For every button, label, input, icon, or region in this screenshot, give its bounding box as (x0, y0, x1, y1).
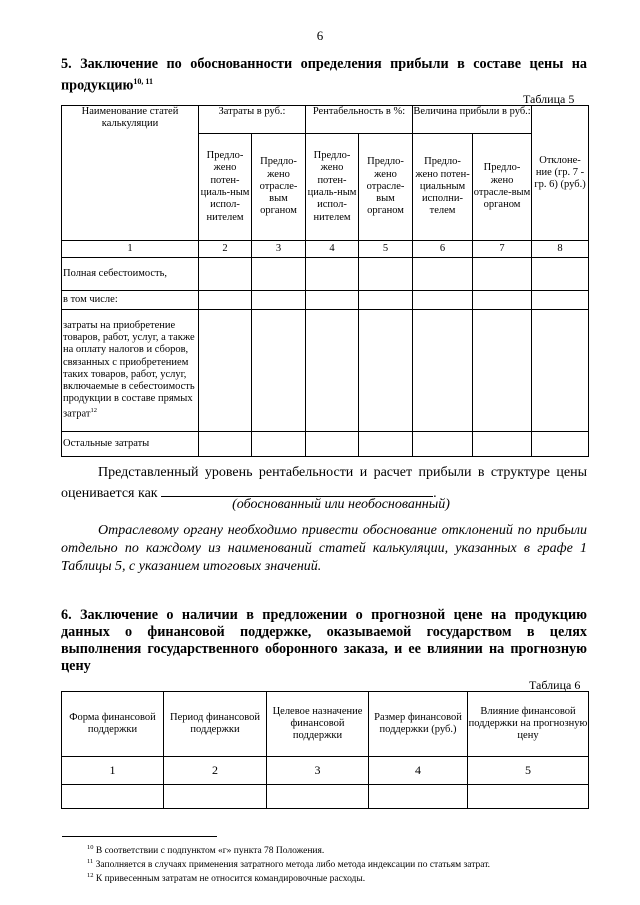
page-number: 6 (316, 28, 324, 43)
table5-subheader-costs-potential: Предло-жено потен-циаль-ным испол-нителем (199, 134, 252, 241)
col-number: 1 (62, 241, 199, 258)
col-number: 4 (306, 241, 359, 258)
table5-header-profitability: Рентабельность в %: (306, 106, 413, 134)
table-row (62, 258, 589, 291)
assessment-blank (161, 482, 433, 497)
col-number: 3 (252, 241, 306, 258)
table-row (62, 432, 589, 457)
col-number: 8 (532, 241, 589, 258)
table5-header-items: Наименование статей калькуляции (62, 106, 199, 241)
section5-title-footnote-ref: 10, 11 (133, 77, 153, 86)
table-row (62, 291, 589, 310)
table6 (61, 691, 589, 809)
table5-subheader-profit-potential: Предло-жено потен-циальным исполни-телем (413, 134, 473, 241)
table5-subheader-profit-agency: Предло-жено отрасле-вым органом (473, 134, 532, 241)
row-label-direct-costs: затраты на приобретение товаров, работ, услуг, а также на оплату налогов и сборов, связанных с приобретением таких товаров, работ, услуг, включаемые в себестоимость продукции в составе прямых затрат$^{12}$ (62, 310, 199, 432)
col-number: 7 (473, 241, 532, 258)
footnote-separator (62, 836, 217, 837)
footnote: $^{10}$ В соответствии с подпунктом «г» пункта 78 Положения. (87, 844, 325, 857)
table-row (62, 785, 589, 809)
table6-column-numbers (62, 757, 589, 785)
table6-header-influence: Влияние финансовой поддержки на прогнозную цену (468, 692, 589, 757)
row-label-full-cost: Полная себестоимость, (62, 258, 199, 291)
table6-header-period: Период финансовой поддержки (164, 692, 267, 757)
table6-header-purpose: Целевое назначение финансовой поддержки (267, 692, 369, 757)
table6-header-form: Форма финансовой поддержки (62, 692, 164, 757)
col-number: 5 (359, 241, 413, 258)
col-number: 4 (369, 757, 468, 785)
col-number: 2 (164, 757, 267, 785)
col-number: 3 (267, 757, 369, 785)
footnote: $^{11}$ Заполняется в случаях применения затратного метода либо метода индексации по статьям затрат. (87, 858, 491, 871)
col-number: 5 (468, 757, 589, 785)
table5-subheader-costs-agency: Предло-жено отрасле-вым органом (252, 134, 306, 241)
footnote: $^{12}$ К привесенным затратам не относится командировочные расходы. (87, 872, 366, 885)
table5-subheader-profitability-potential: Предло-жено потен-циаль-ным испол-нителем (306, 134, 359, 241)
table5 (61, 105, 589, 457)
assessment-paragraph: Представленный уровень рентабельности и расчет прибыли в структуре цены оценивается как . (61, 465, 587, 501)
assessment-hint: (обоснованный или необоснованный) (232, 497, 450, 512)
section5-title: 5. Заключение по обоснованности определения прибыли в составе цены на продукцию$^{10, 11}$ (61, 56, 587, 94)
row-label-other-costs: Остальные затраты (62, 432, 199, 457)
table-row (62, 310, 589, 432)
table6-caption: Таблица 6 (529, 678, 581, 692)
table5-header-profit: Величина прибыли в руб.: (413, 106, 532, 134)
table5-caption: Таблица 5 (523, 92, 575, 106)
table6-header-amount: Размер финансовой поддержки (руб.) (369, 692, 468, 757)
col-number: 1 (62, 757, 164, 785)
table5-column-numbers (62, 241, 589, 258)
col-number: 2 (199, 241, 252, 258)
table5-header-deviation: Отклоне-ние (гр. 7 - гр. 6) (руб.) (532, 106, 589, 241)
table5-subheader-profitability-agency: Предло-жено отрасле-вым органом (359, 134, 413, 241)
col-number: 6 (413, 241, 473, 258)
table5-header-costs: Затраты в руб.: (199, 106, 306, 134)
row-label-including: в том числе: (62, 291, 199, 310)
instruction-paragraph: Отраслевому органу необходимо привести обоснование отклонений по прибыли отдельно по каждому из наименований статей калькуляции, указанных в графе 1 Таблицы 5, с указанием итоговых значений. (61, 523, 587, 574)
section6-title: 6. Заключение о наличии в предложении о прогнозной цене на продукцию данных о финансовой поддержке, оказываемой государством в целях выполнения государственного оборонного заказа, и ее влиянии на прогнозную цену (61, 607, 587, 674)
